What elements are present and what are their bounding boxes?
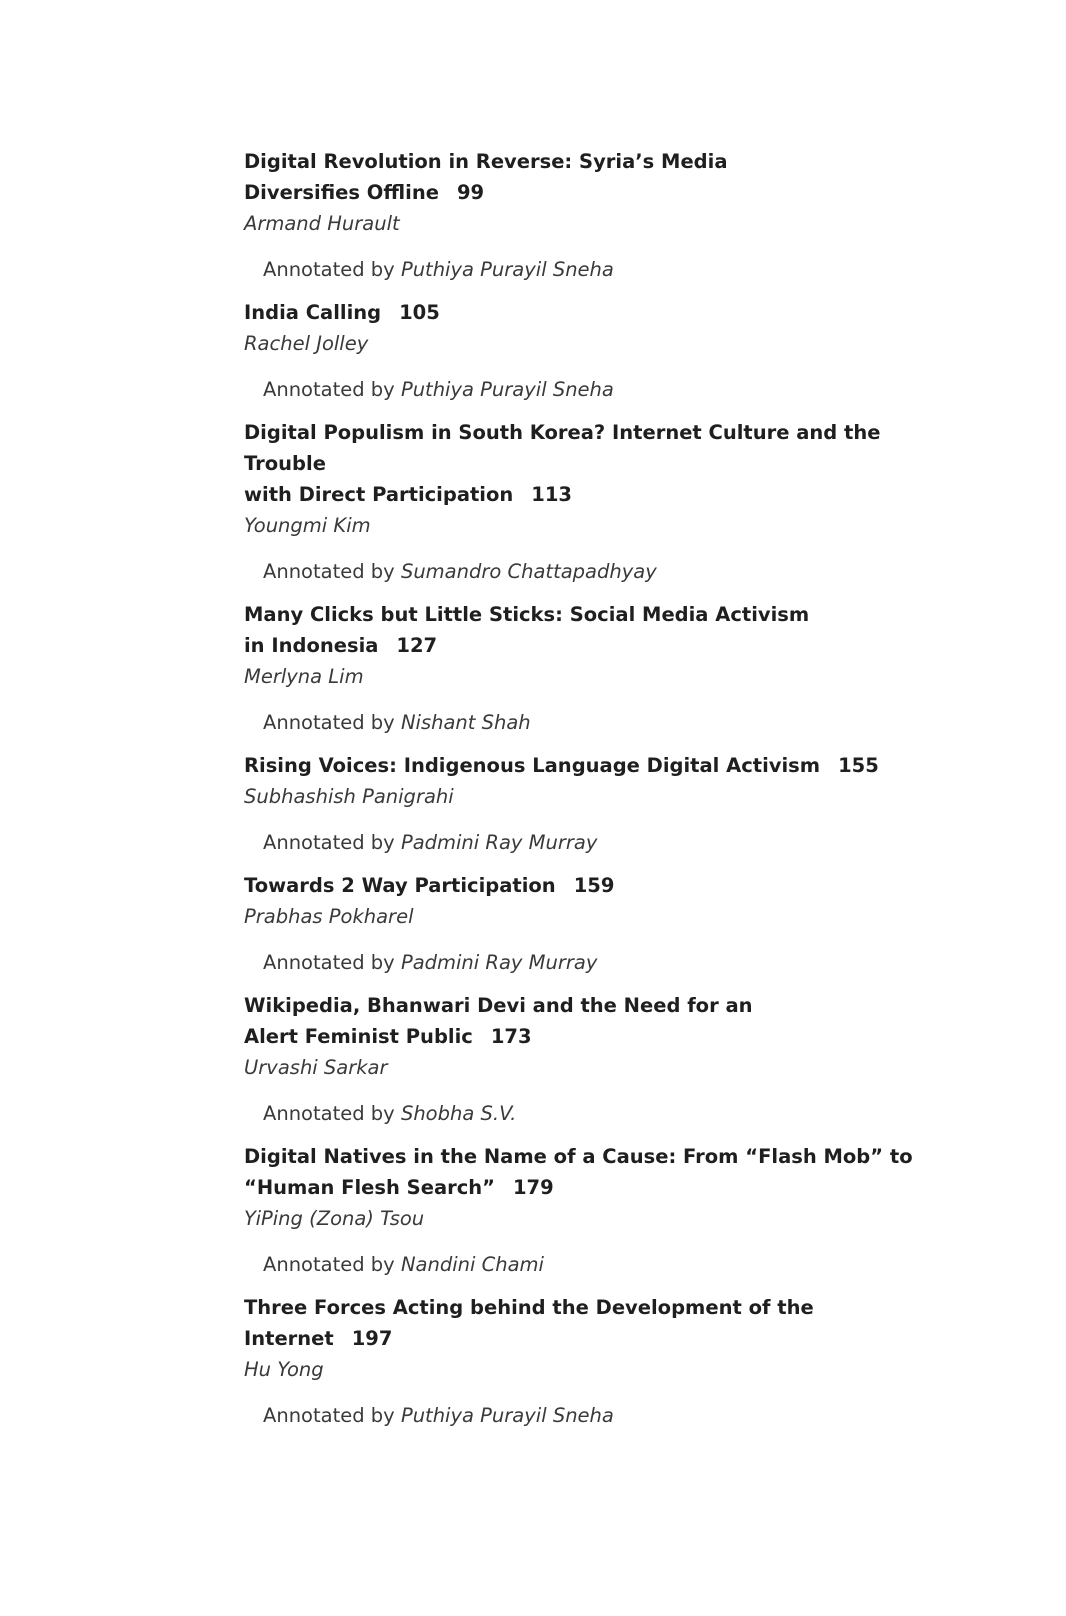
annotated-by-label: Annotated by bbox=[263, 1404, 395, 1427]
entry-annotation bbox=[263, 707, 944, 738]
toc-entry bbox=[244, 146, 944, 285]
entry-title[interactable] bbox=[244, 417, 944, 510]
entry-author: YiPing (Zona) Tsou bbox=[244, 1207, 425, 1230]
annotated-by-label: Annotated by bbox=[263, 560, 395, 583]
entry-annotation bbox=[263, 1400, 944, 1431]
entry-title-line: Diversifies Offline bbox=[244, 181, 439, 204]
entry-author: Subhashish Panigrahi bbox=[244, 785, 454, 808]
entry-title[interactable] bbox=[244, 297, 944, 328]
entry-author: Youngmi Kim bbox=[244, 514, 371, 537]
entry-annotator: Padmini Ray Murray bbox=[400, 951, 598, 974]
entry-page-number: 99 bbox=[456, 181, 485, 204]
toc-entry bbox=[244, 1292, 944, 1431]
entry-title-line: Wikipedia, Bhanwari Devi and the Need for an bbox=[244, 994, 753, 1017]
entry-annotation bbox=[263, 1249, 944, 1280]
entry-page-number: 155 bbox=[838, 754, 879, 777]
entry-title-line: India Calling bbox=[244, 301, 382, 324]
entry-author: Hu Yong bbox=[244, 1358, 324, 1381]
annotated-by-label: Annotated by bbox=[263, 378, 395, 401]
entry-title[interactable] bbox=[244, 990, 944, 1052]
entry-annotator: Shobha S.V. bbox=[400, 1102, 517, 1125]
annotated-by-label: Annotated by bbox=[263, 831, 395, 854]
toc-entry bbox=[244, 297, 944, 405]
entry-title[interactable] bbox=[244, 1141, 944, 1203]
entry-page-number: 179 bbox=[512, 1176, 554, 1199]
entry-title-line: Digital Revolution in Reverse: Syria’s Media bbox=[244, 150, 728, 173]
entry-author: Rachel Jolley bbox=[244, 332, 369, 355]
entry-annotation bbox=[263, 556, 944, 587]
entry-annotator: Puthiya Purayil Sneha bbox=[400, 258, 614, 281]
entry-annotator: Nishant Shah bbox=[400, 711, 531, 734]
entry-page-number: 105 bbox=[399, 301, 440, 324]
entry-annotator: Nandini Chami bbox=[400, 1253, 544, 1276]
entry-title-line: in Indonesia bbox=[244, 634, 379, 657]
entry-title-line: Digital Populism in South Korea? Internet Culture and the Trouble bbox=[244, 421, 881, 475]
entry-page-number: 197 bbox=[351, 1327, 393, 1350]
entry-page-number: 159 bbox=[573, 874, 615, 897]
entry-title-line: Rising Voices: Indigenous Language Digital Activism bbox=[244, 754, 821, 777]
entry-annotation bbox=[263, 827, 944, 858]
entry-title[interactable] bbox=[244, 599, 944, 661]
entry-title[interactable] bbox=[244, 1292, 944, 1354]
entry-title-line: Three Forces Acting behind the Development of the Internet bbox=[244, 1296, 814, 1350]
entry-author: Merlyna Lim bbox=[244, 665, 364, 688]
toc-entry bbox=[244, 990, 944, 1129]
annotated-by-label: Annotated by bbox=[263, 951, 395, 974]
entry-title-line: Towards 2 Way Participation bbox=[244, 874, 556, 897]
entry-title-line: Digital Natives in the Name of a Cause: From “Flash Mob” to bbox=[244, 1145, 913, 1168]
entry-annotation bbox=[263, 254, 944, 285]
annotated-by-label: Annotated by bbox=[263, 711, 395, 734]
toc-entry bbox=[244, 750, 944, 858]
entry-annotator: Padmini Ray Murray bbox=[400, 831, 598, 854]
toc-entry bbox=[244, 1141, 944, 1280]
toc-entry bbox=[244, 599, 944, 738]
entry-title-line: Alert Feminist Public bbox=[244, 1025, 473, 1048]
entry-annotator: Puthiya Purayil Sneha bbox=[400, 1404, 614, 1427]
entry-page-number: 127 bbox=[396, 634, 438, 657]
entry-annotation bbox=[263, 374, 944, 405]
annotated-by-label: Annotated by bbox=[263, 1102, 395, 1125]
entry-title[interactable] bbox=[244, 870, 944, 901]
toc-entry bbox=[244, 417, 944, 587]
entry-page-number: 113 bbox=[531, 483, 572, 506]
entry-author: Urvashi Sarkar bbox=[244, 1056, 388, 1079]
annotated-by-label: Annotated by bbox=[263, 1253, 395, 1276]
entry-author: Armand Hurault bbox=[244, 212, 400, 235]
entry-annotation bbox=[263, 947, 944, 978]
entry-page-number: 173 bbox=[490, 1025, 532, 1048]
entry-title[interactable] bbox=[244, 146, 944, 208]
entry-title-line: “Human Flesh Search” bbox=[244, 1176, 495, 1199]
entry-author: Prabhas Pokharel bbox=[244, 905, 414, 928]
annotated-by-label: Annotated by bbox=[263, 258, 395, 281]
entry-title-line: Many Clicks but Little Sticks: Social Media Activism bbox=[244, 603, 810, 626]
entry-annotation bbox=[263, 1098, 944, 1129]
entry-annotator: Sumandro Chattapadhyay bbox=[400, 560, 657, 583]
entry-annotator: Puthiya Purayil Sneha bbox=[400, 378, 614, 401]
toc-entry bbox=[244, 870, 944, 978]
table-of-contents bbox=[244, 146, 944, 1443]
entry-title[interactable] bbox=[244, 750, 944, 781]
entry-title-line: with Direct Participation bbox=[244, 483, 514, 506]
